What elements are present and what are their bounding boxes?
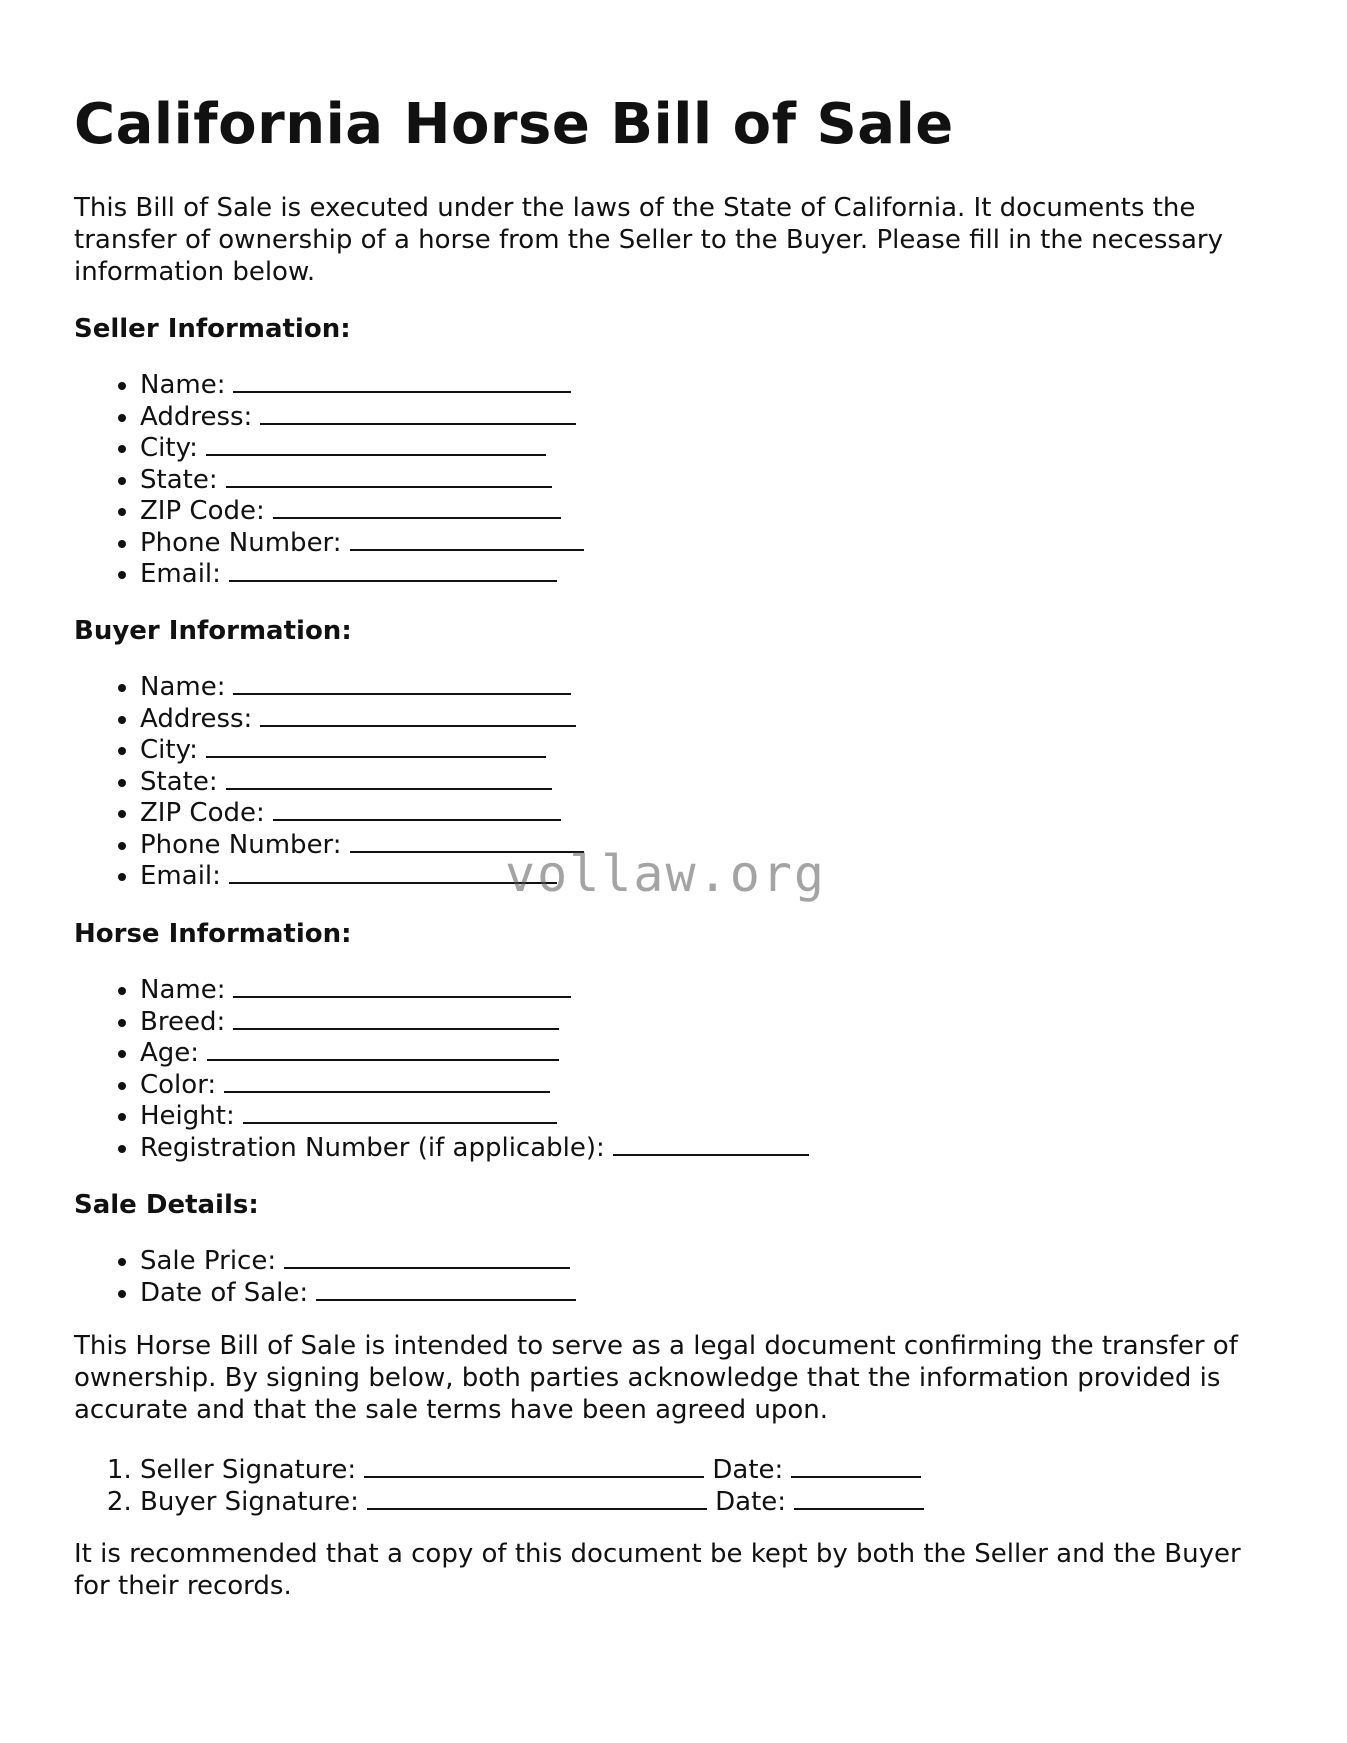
buyer-date-blank[interactable] <box>794 1507 924 1510</box>
buyer-address-blank[interactable] <box>260 724 576 727</box>
seller-state-field[interactable]: • State: <box>140 465 584 497</box>
seller-city-field[interactable]: • City: <box>140 433 584 465</box>
signature-list <box>74 1455 924 1518</box>
seller-email-field[interactable]: • Email: <box>140 559 584 591</box>
sale-date-blank[interactable] <box>316 1298 576 1301</box>
seller-signature-line[interactable]: 1. Seller Signature: Date: <box>140 1455 924 1487</box>
horse-heading: Horse Information: <box>74 919 352 949</box>
buyer-phone-field[interactable]: • Phone Number: <box>140 830 584 862</box>
buyer-address-field[interactable]: • Address: <box>140 704 584 736</box>
seller-zip-blank[interactable] <box>273 516 561 519</box>
seller-state-blank[interactable] <box>226 485 552 488</box>
seller-field-list <box>74 370 584 591</box>
intro-paragraph: This Bill of Sale is executed under the laws of the State of California. It documents the transfer of ownership of a horse from the Seller to the Buyer. Please fill in the necessary information below. <box>74 193 1223 287</box>
seller-heading: Seller Information: <box>74 314 351 344</box>
buyer-state-field[interactable]: • State: <box>140 767 584 799</box>
buyer-zip-blank[interactable] <box>273 818 561 821</box>
seller-date-blank[interactable] <box>791 1475 921 1478</box>
buyer-email-field[interactable]: • Email: <box>140 861 584 893</box>
seller-email-blank[interactable] <box>229 579 557 582</box>
seller-signature-blank[interactable] <box>364 1475 704 1478</box>
sale-field-list <box>74 1246 576 1309</box>
horse-registration-field[interactable]: • Registration Number (if applicable): <box>140 1133 809 1165</box>
buyer-city-field[interactable]: • City: <box>140 735 584 767</box>
document-title: California Horse Bill of Sale <box>74 92 954 157</box>
seller-phone-field[interactable]: • Phone Number: <box>140 528 584 560</box>
horse-field-list <box>74 975 809 1164</box>
footer-paragraph: It is recommended that a copy of this document be kept by both the Seller and the Buyer for their records. <box>74 1539 1241 1601</box>
buyer-zip-field[interactable]: • ZIP Code: <box>140 798 584 830</box>
buyer-state-blank[interactable] <box>226 787 552 790</box>
buyer-name-field[interactable]: • Name: <box>140 672 584 704</box>
seller-address-field[interactable]: • Address: <box>140 402 584 434</box>
horse-height-field[interactable]: • Height: <box>140 1101 809 1133</box>
horse-name-blank[interactable] <box>233 995 571 998</box>
horse-breed-field[interactable]: • Breed: <box>140 1007 809 1039</box>
sale-price-blank[interactable] <box>284 1266 570 1269</box>
seller-address-blank[interactable] <box>260 422 576 425</box>
sale-price-field[interactable]: • Sale Price: <box>140 1246 576 1278</box>
seller-name-field[interactable]: • Name: <box>140 370 584 402</box>
seller-phone-blank[interactable] <box>350 548 584 551</box>
buyer-signature-blank[interactable] <box>367 1507 707 1510</box>
horse-breed-blank[interactable] <box>233 1027 559 1030</box>
horse-age-blank[interactable] <box>207 1058 559 1061</box>
horse-name-field[interactable]: • Name: <box>140 975 809 1007</box>
buyer-city-blank[interactable] <box>206 755 546 758</box>
horse-registration-blank[interactable] <box>613 1153 809 1156</box>
sale-date-field[interactable]: • Date of Sale: <box>140 1278 576 1310</box>
horse-height-blank[interactable] <box>243 1121 557 1124</box>
horse-age-field[interactable]: • Age: <box>140 1038 809 1070</box>
seller-name-blank[interactable] <box>233 390 571 393</box>
horse-color-field[interactable]: • Color: <box>140 1070 809 1102</box>
watermark-text: vollaw.org <box>505 845 827 903</box>
buyer-signature-line[interactable]: 2. Buyer Signature: Date: <box>140 1487 924 1519</box>
seller-zip-field[interactable]: • ZIP Code: <box>140 496 584 528</box>
closing-paragraph: This Horse Bill of Sale is intended to serve as a legal document confirming the transfer of ownership. By signing below, both parties acknowledge that the information provided is accurate and that the sale terms have been agreed upon. <box>74 1331 1238 1425</box>
seller-city-blank[interactable] <box>206 453 546 456</box>
buyer-heading: Buyer Information: <box>74 616 352 646</box>
buyer-name-blank[interactable] <box>233 692 571 695</box>
horse-color-blank[interactable] <box>224 1090 550 1093</box>
sale-heading: Sale Details: <box>74 1190 259 1220</box>
